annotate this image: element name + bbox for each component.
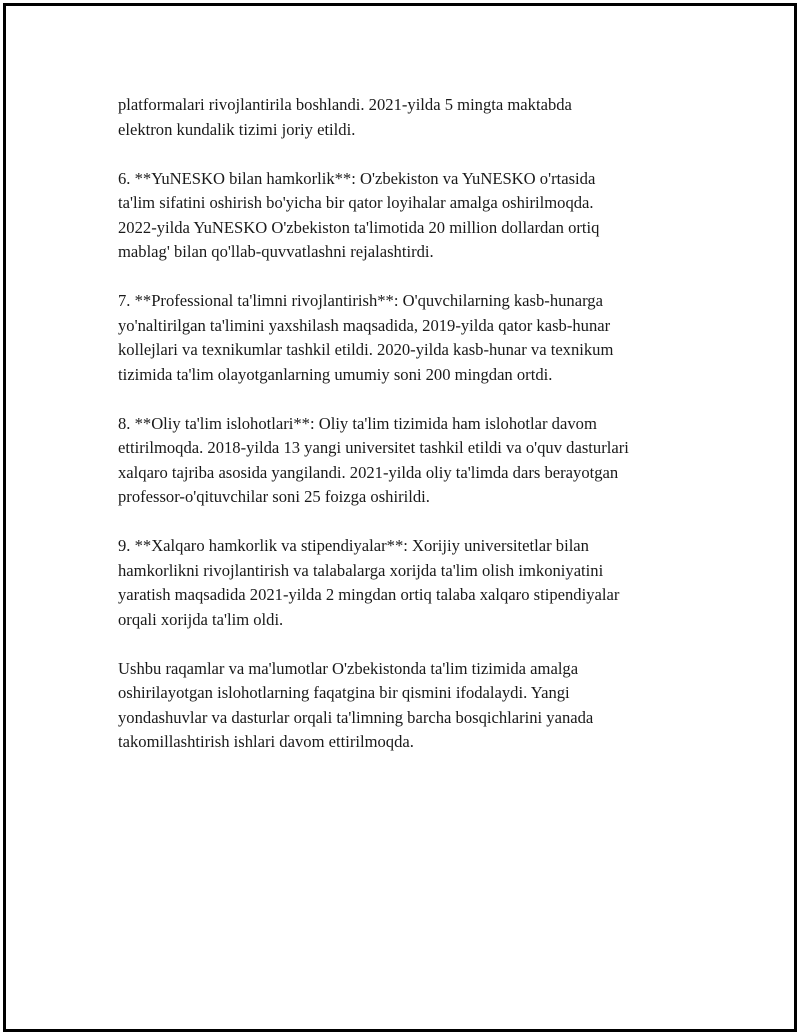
text-line: xalqaro tajriba asosida yangilandi. 2021-yilda oliy ta'limda dars berayotgan	[118, 462, 619, 482]
paragraph-item-9	[118, 534, 708, 632]
text-line: takomillashtirish ishlari davom ettirilmoqda.	[118, 732, 414, 751]
text-line: kollejlari va texnikumlar tashkil etildi. 2020-yilda kasb-hunar va texnikum	[118, 340, 614, 359]
text-line: 9. **Xalqaro hamkorlik va stipendiyalar**: Xorijiy universitetlar bilan	[118, 536, 589, 555]
text-line: yaratish maqsadida 2021-yilda 2 mingdan ortiq talaba xalqaro stipendiyalar	[118, 585, 620, 604]
text-line: ettirilmoqda. 2018-yilda 13 yangi universitet tashkil etildi va o'quv dasturlari	[118, 438, 629, 457]
text-line: elektron kundalik tizimi joriy etildi.	[118, 119, 356, 139]
text-line: oshirilayotgan islohotlarning faqatgina bir qismini ifodalaydi. Yangi	[118, 683, 570, 702]
text-line: 6. **YuNESKO bilan hamkorlik**: O'zbekiston va YuNESKO o'rtasida	[118, 168, 596, 188]
text-line: hamkorlikni rivojlantirish va talabalarga xorijda ta'lim olish imkoniyatini	[118, 560, 604, 580]
paragraph-conclusion	[118, 657, 708, 755]
paragraph-item-8	[118, 412, 708, 510]
text-line: tizimida ta'lim olayotganlarning umumiy soni 200 mingdan ortdi.	[118, 364, 553, 384]
text-line: yondashuvlar va dasturlar orqali ta'limning barcha bosqichlarini yanada	[118, 707, 594, 727]
text-line: yo'naltirilgan ta'limini yaxshilash maqsadida, 2019-yilda qator kasb-hunar	[118, 315, 611, 335]
paragraph-item-6	[118, 167, 708, 265]
paragraph-intro-continuation	[118, 93, 708, 142]
text-line: 8. **Oliy ta'lim islohotlari**: Oliy ta'lim tizimida ham islohotlar davom	[118, 413, 597, 433]
text-line: Ushbu raqamlar va ma'lumotlar O'zbekistonda ta'lim tizimida amalga	[118, 658, 579, 678]
text-line: orqali xorijda ta'lim oldi.	[118, 609, 284, 629]
text-line: ta'lim sifatini oshirish bo'yicha bir qator loyihalar amalga oshirilmoqda.	[118, 193, 594, 212]
text-line: 7. **Professional ta'limni rivojlantirish**: O'quvchilarning kasb-hunarga	[118, 291, 603, 310]
text-line: platformalari rivojlantirila boshlandi. 2021-yilda 5 mingta maktabda	[118, 95, 572, 114]
text-line: 2022-yilda YuNESKO O'zbekiston ta'limotida 20 million dollardan ortiq	[118, 217, 600, 237]
text-line: professor-o'qituvchilar soni 25 foizga oshirildi.	[118, 487, 430, 506]
paragraph-item-7	[118, 289, 708, 387]
text-line: mablag' bilan qo'llab-quvvatlashni rejalashtirdi.	[118, 242, 434, 261]
document-body	[118, 93, 708, 779]
